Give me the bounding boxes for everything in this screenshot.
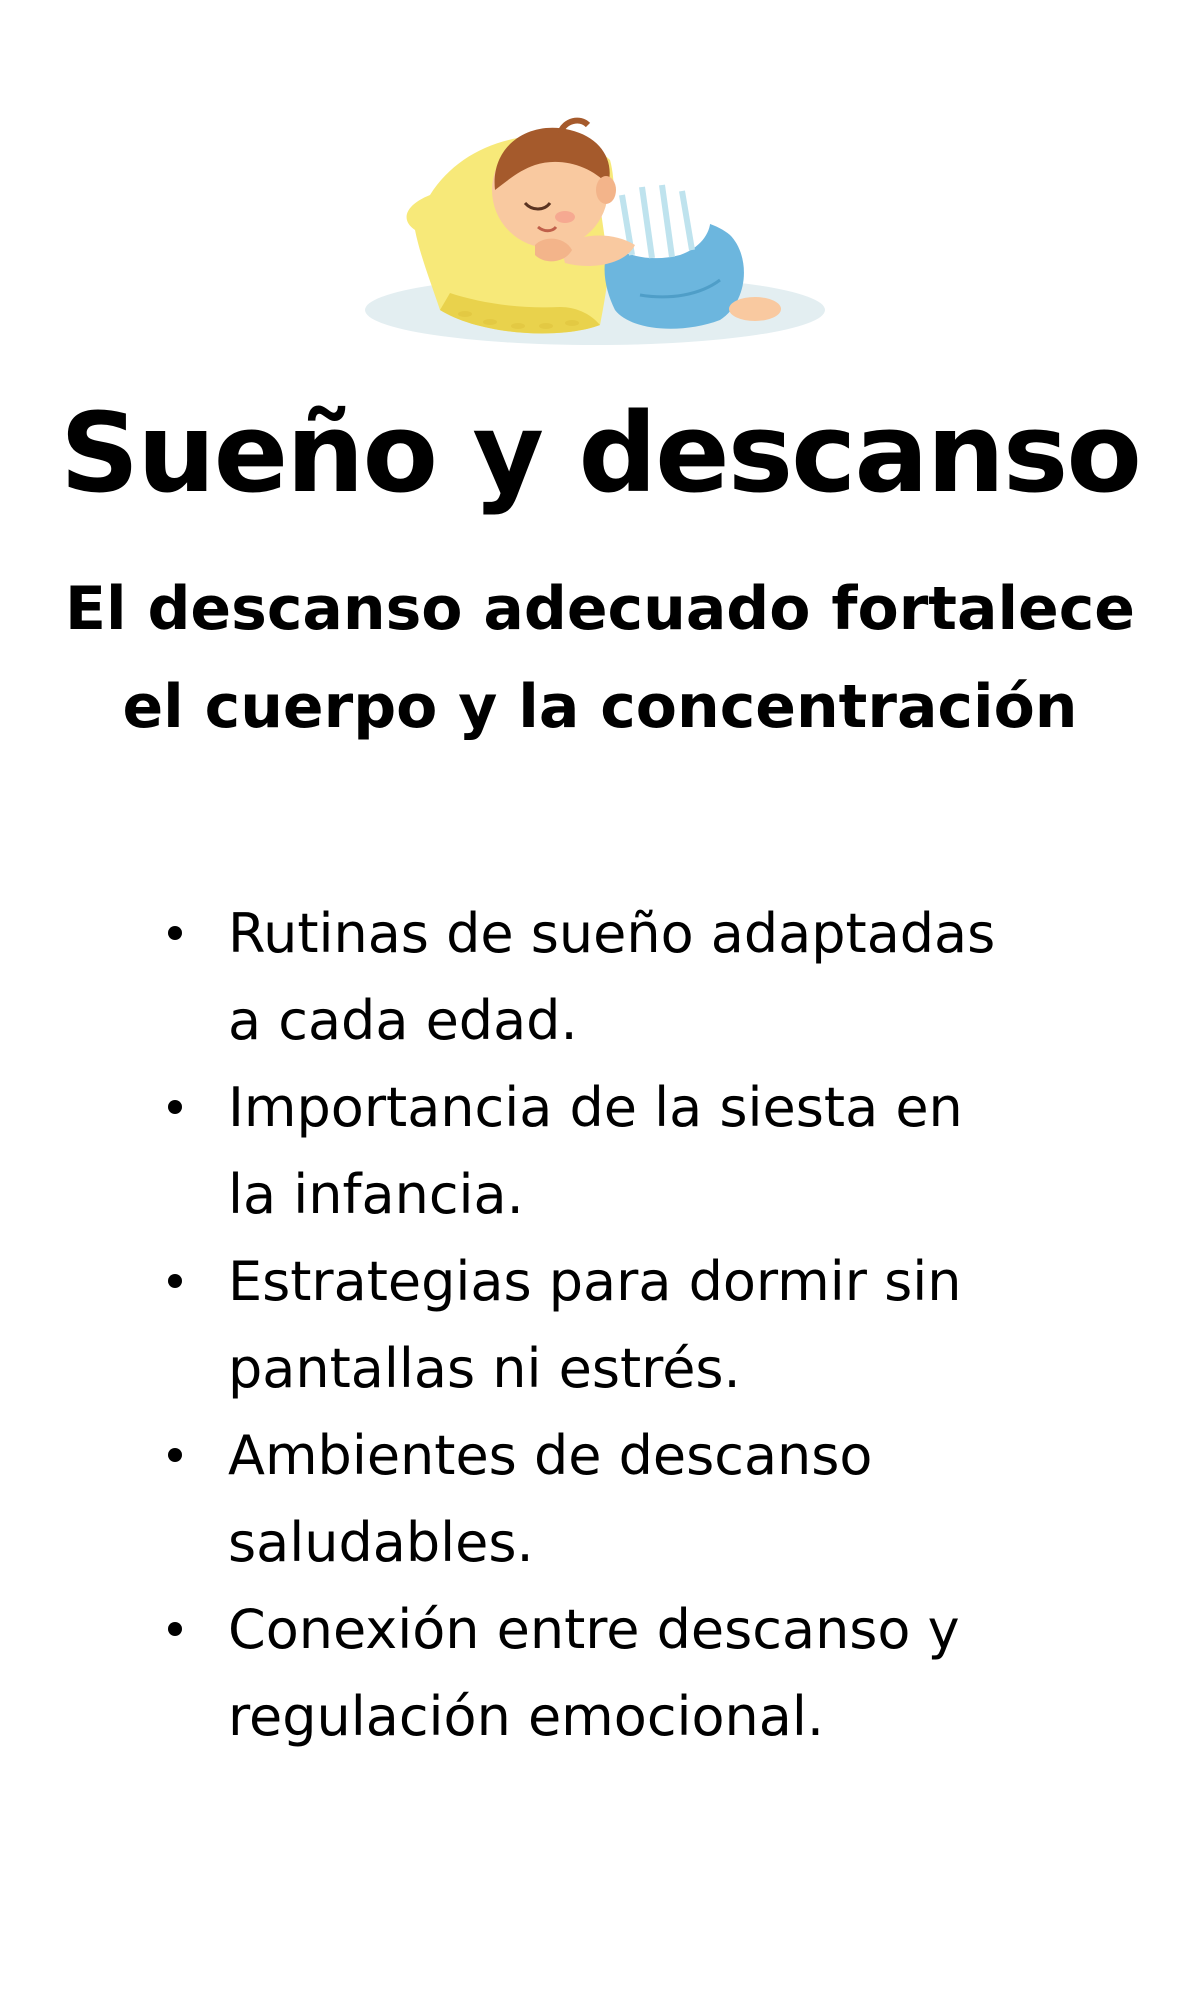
child-foot bbox=[729, 297, 781, 321]
bullet-dot-icon bbox=[168, 1622, 182, 1636]
list-item bbox=[168, 1064, 1168, 1238]
list-item bbox=[168, 890, 1168, 1064]
list-item-text: pantallas ni estrés. bbox=[228, 1337, 741, 1400]
list-item-text: Importancia de la siesta en bbox=[228, 1076, 963, 1139]
child-cheek bbox=[555, 211, 575, 223]
subtitle-line: El descanso adecuado fortalece bbox=[65, 574, 1135, 644]
sleeping-child-illustration bbox=[360, 95, 840, 365]
list-item-text: Rutinas de sueño adaptadas bbox=[228, 902, 996, 965]
bullet-dot-icon bbox=[168, 1448, 182, 1462]
list-item-text: Conexión entre descanso y bbox=[228, 1598, 960, 1661]
list-item-text: Estrategias para dormir sin bbox=[228, 1250, 962, 1313]
list-item bbox=[168, 1586, 1168, 1760]
list-item-text: Ambientes de descanso bbox=[228, 1424, 873, 1487]
bullet-dot-icon bbox=[168, 1100, 182, 1114]
list-item-text: saludables. bbox=[228, 1511, 534, 1574]
bullet-dot-icon bbox=[168, 1274, 182, 1288]
list-item bbox=[168, 1238, 1168, 1412]
list-item-text: a cada edad. bbox=[228, 989, 578, 1052]
page-subtitle bbox=[0, 560, 1200, 756]
list-item-text: regulación emocional. bbox=[228, 1685, 825, 1748]
page-title: Sueño y descanso bbox=[60, 389, 1140, 517]
list-item bbox=[168, 1412, 1168, 1586]
subtitle-line: el cuerpo y la concentración bbox=[122, 672, 1078, 742]
child-ear bbox=[596, 176, 616, 204]
sleeping-child-pillow-icon bbox=[365, 121, 825, 345]
bullet-list bbox=[168, 890, 1168, 1760]
list-item-text: la infancia. bbox=[228, 1163, 524, 1226]
bullet-dot-icon bbox=[168, 926, 182, 940]
